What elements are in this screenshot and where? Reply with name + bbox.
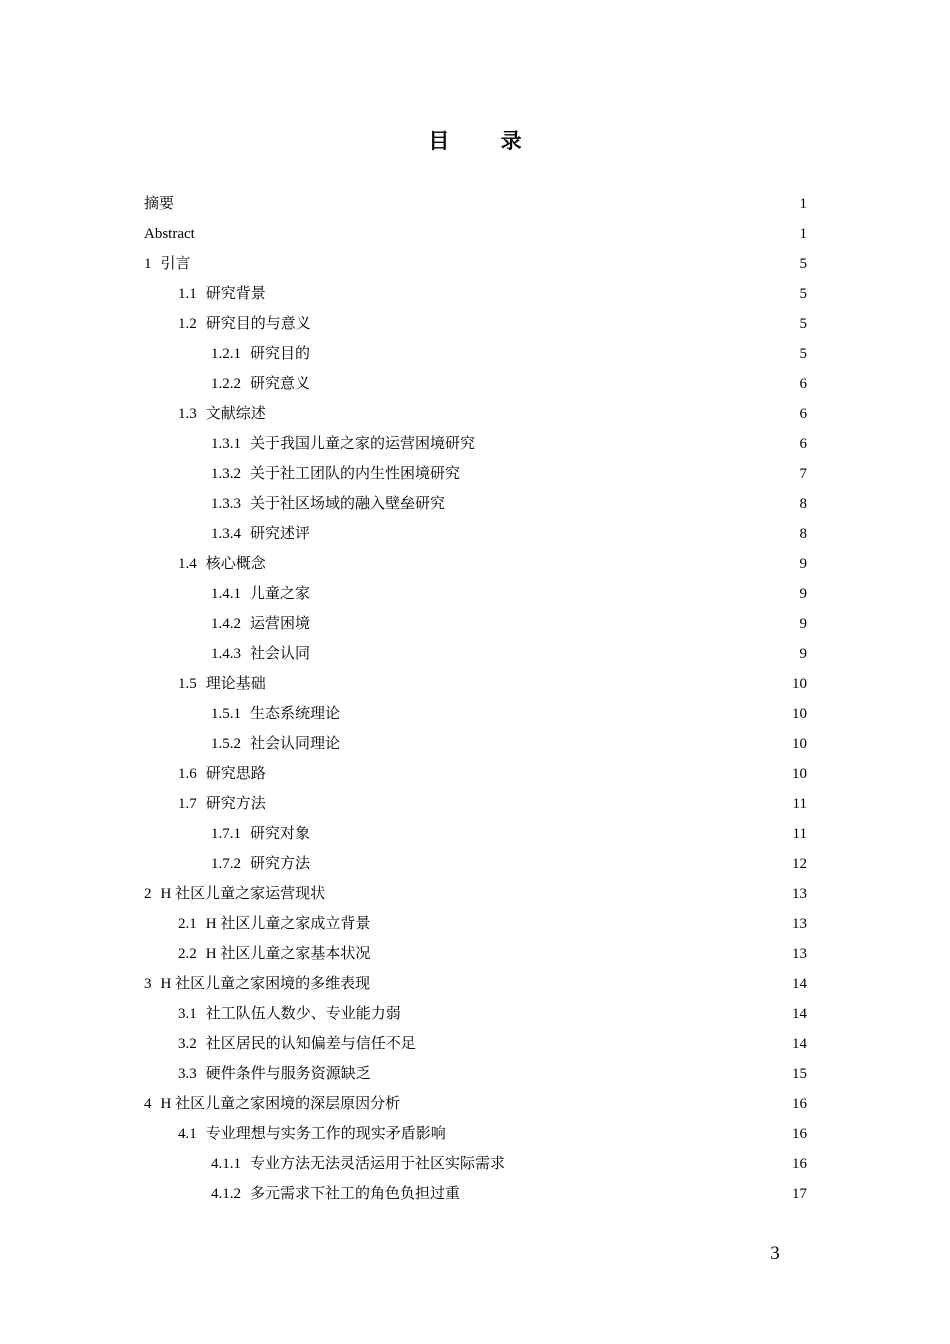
- toc-entry[interactable]: [144, 759, 807, 789]
- toc-entry[interactable]: [144, 1059, 807, 1089]
- toc-entry-page: 13: [792, 946, 807, 962]
- toc-entry-page: 14: [792, 1006, 807, 1022]
- toc-entry-title: 摘要: [144, 196, 175, 212]
- toc-entry-title: 研究对象: [250, 826, 311, 842]
- toc-entry-number: 3.1: [178, 1006, 197, 1022]
- toc-entry-number: 1.4.3: [211, 646, 241, 662]
- toc-entry-title: 运营困境: [250, 616, 311, 632]
- toc-entry-title: 研究方法: [205, 796, 266, 812]
- toc-entry-number: 4.1: [178, 1126, 197, 1142]
- toc-entry-number: 1.2.1: [211, 346, 241, 362]
- toc-entry-title: 多元需求下社工的角色负担过重: [250, 1186, 461, 1202]
- toc-entry-title: 关于社工团队的内生性困境研究: [250, 466, 461, 482]
- toc-entry-title: 社会认同: [250, 646, 311, 662]
- toc-entry[interactable]: [144, 729, 807, 759]
- toc-entry-number: 1.3.3: [211, 496, 241, 512]
- toc-entry-title: 研究背景: [205, 286, 266, 302]
- table-of-contents: [144, 189, 807, 1209]
- toc-entry[interactable]: [144, 609, 807, 639]
- toc-entry-title: 理论基础: [205, 676, 266, 692]
- toc-entry-title: 生态系统理论: [250, 706, 341, 722]
- toc-entry-number: 1.4: [178, 556, 197, 572]
- toc-entry-number: 1: [144, 256, 152, 272]
- toc-entry-page: 8: [799, 526, 807, 542]
- toc-entry-title: 研究目的: [250, 346, 311, 362]
- toc-entry-page: 5: [799, 286, 807, 302]
- toc-entry[interactable]: [144, 999, 807, 1029]
- toc-entry-number: 3.3: [178, 1066, 197, 1082]
- toc-entry-title: 社工队伍人数少、专业能力弱: [205, 1006, 401, 1022]
- toc-entry-title: 引言: [160, 256, 191, 272]
- toc-entry-title: 社区居民的认知偏差与信任不足: [205, 1036, 416, 1052]
- toc-entry-number: 1.3: [178, 406, 197, 422]
- toc-entry[interactable]: [144, 789, 807, 819]
- toc-entry-page: 5: [799, 346, 807, 362]
- toc-entry-title: 关于社区场域的融入壁垒研究: [250, 496, 446, 512]
- toc-entry-page: 17: [792, 1186, 807, 1202]
- toc-entry[interactable]: [144, 279, 807, 309]
- toc-entry-page: 10: [792, 706, 807, 722]
- toc-entry-number: 1.5.1: [211, 706, 241, 722]
- toc-entry[interactable]: [144, 519, 807, 549]
- toc-entry[interactable]: [144, 699, 807, 729]
- toc-entry-title: H 社区儿童之家困境的多维表现: [160, 976, 371, 992]
- toc-entry-page: 16: [792, 1096, 807, 1112]
- toc-entry-page: 10: [792, 736, 807, 752]
- toc-entry-title: 关于我国儿童之家的运营困境研究: [250, 436, 476, 452]
- toc-entry-number: 3.2: [178, 1036, 197, 1052]
- toc-entry-title: 儿童之家: [250, 586, 311, 602]
- toc-entry-page: 11: [792, 826, 807, 842]
- toc-entry-title: 研究述评: [250, 526, 311, 542]
- toc-entry-title: 专业方法无法灵活运用于社区实际需求: [250, 1156, 506, 1172]
- toc-entry-number: 1.1: [178, 286, 197, 302]
- toc-entry[interactable]: [144, 579, 807, 609]
- toc-entry-title: 研究目的与意义: [205, 316, 311, 332]
- toc-entry-number: 3: [144, 976, 152, 992]
- toc-entry-page: 1: [799, 196, 807, 212]
- toc-entry-number: 1.4.1: [211, 586, 241, 602]
- toc-entry-number: 1.3.4: [211, 526, 241, 542]
- toc-entry[interactable]: [144, 1029, 807, 1059]
- toc-entry-number: 1.3.2: [211, 466, 241, 482]
- toc-entry-page: 14: [792, 976, 807, 992]
- toc-entry[interactable]: [144, 339, 807, 369]
- toc-entry-title: 社会认同理论: [250, 736, 341, 752]
- toc-entry-page: 7: [799, 466, 807, 482]
- toc-entry[interactable]: [144, 549, 807, 579]
- toc-entry[interactable]: [144, 639, 807, 669]
- toc-entry-page: 9: [799, 646, 807, 662]
- toc-entry-page: 5: [799, 256, 807, 272]
- toc-entry[interactable]: [144, 669, 807, 699]
- toc-entry-number: 4.1.1: [211, 1156, 241, 1172]
- toc-entry-page: 1: [799, 226, 807, 242]
- toc-entry[interactable]: [144, 459, 807, 489]
- toc-entry-title: H 社区儿童之家困境的深层原因分析: [160, 1096, 401, 1112]
- toc-entry-page: 9: [799, 586, 807, 602]
- toc-entry-page: 12: [792, 856, 807, 872]
- toc-entry-page: 6: [799, 406, 807, 422]
- toc-entry-title: H 社区儿童之家基本状况: [205, 946, 371, 962]
- toc-entry[interactable]: [144, 1149, 807, 1179]
- toc-entry-number: 1.7.1: [211, 826, 241, 842]
- toc-entry-page: 10: [792, 766, 807, 782]
- toc-entry-page: 16: [792, 1156, 807, 1172]
- toc-entry-title: 文献综述: [205, 406, 266, 422]
- toc-entry[interactable]: [144, 369, 807, 399]
- toc-entry-number: 1.5.2: [211, 736, 241, 752]
- toc-entry-number: 1.2: [178, 316, 197, 332]
- toc-entry-number: 1.5: [178, 676, 197, 692]
- toc-entry[interactable]: [144, 429, 807, 459]
- toc-entry-page: 6: [799, 376, 807, 392]
- toc-entry-page: 15: [792, 1066, 807, 1082]
- toc-entry-title: 研究方法: [250, 856, 311, 872]
- toc-entry-page: 16: [792, 1126, 807, 1142]
- toc-entry-page: 14: [792, 1036, 807, 1052]
- toc-entry-number: 1.4.2: [211, 616, 241, 632]
- toc-entry[interactable]: [144, 849, 807, 879]
- toc-entry-page: 11: [792, 796, 807, 812]
- toc-entry[interactable]: [144, 879, 807, 909]
- toc-entry-page: 5: [799, 316, 807, 332]
- toc-entry[interactable]: [144, 249, 807, 279]
- toc-entry-number: 1.7.2: [211, 856, 241, 872]
- toc-entry-title: 研究思路: [205, 766, 266, 782]
- toc-entry[interactable]: [144, 189, 807, 219]
- toc-entry-title: H 社区儿童之家成立背景: [205, 916, 371, 932]
- toc-entry[interactable]: [144, 939, 807, 969]
- toc-entry[interactable]: [144, 1089, 807, 1119]
- toc-entry-page: 9: [799, 556, 807, 572]
- toc-entry-title: Abstract: [144, 226, 195, 242]
- toc-entry-title: 硬件条件与服务资源缺乏: [205, 1066, 371, 1082]
- toc-entry-number: 2.2: [178, 946, 197, 962]
- toc-entry-number: 2.1: [178, 916, 197, 932]
- toc-entry-page: 10: [792, 676, 807, 692]
- toc-entry[interactable]: [144, 819, 807, 849]
- toc-entry[interactable]: [144, 489, 807, 519]
- toc-entry-title: 核心概念: [205, 556, 266, 572]
- toc-entry[interactable]: [144, 309, 807, 339]
- toc-entry-number: 4: [144, 1096, 152, 1112]
- toc-entry[interactable]: [144, 1179, 807, 1209]
- toc-entry-number: 1.6: [178, 766, 197, 782]
- toc-entry-number: 1.7: [178, 796, 197, 812]
- toc-title: 目 录: [428, 129, 544, 153]
- toc-entry-page: 13: [792, 886, 807, 902]
- toc-entry-title: 研究意义: [250, 376, 311, 392]
- toc-entry-page: 13: [792, 916, 807, 932]
- toc-entry[interactable]: [144, 909, 807, 939]
- toc-entry-page: 8: [799, 496, 807, 512]
- toc-entry[interactable]: [144, 1119, 807, 1149]
- toc-entry-title: 专业理想与实务工作的现实矛盾影响: [205, 1126, 446, 1142]
- toc-entry[interactable]: [144, 219, 807, 249]
- toc-entry-page: 9: [799, 616, 807, 632]
- toc-entry[interactable]: [144, 399, 807, 429]
- toc-entry-title: H 社区儿童之家运营现状: [160, 886, 326, 902]
- toc-entry-number: 1.3.1: [211, 436, 241, 452]
- toc-entry-number: 4.1.2: [211, 1186, 241, 1202]
- toc-entry-page: 6: [799, 436, 807, 452]
- toc-entry-number: 2: [144, 886, 152, 902]
- toc-entry[interactable]: [144, 969, 807, 999]
- toc-entry-number: 1.2.2: [211, 376, 241, 392]
- page-number: 3: [770, 1243, 780, 1264]
